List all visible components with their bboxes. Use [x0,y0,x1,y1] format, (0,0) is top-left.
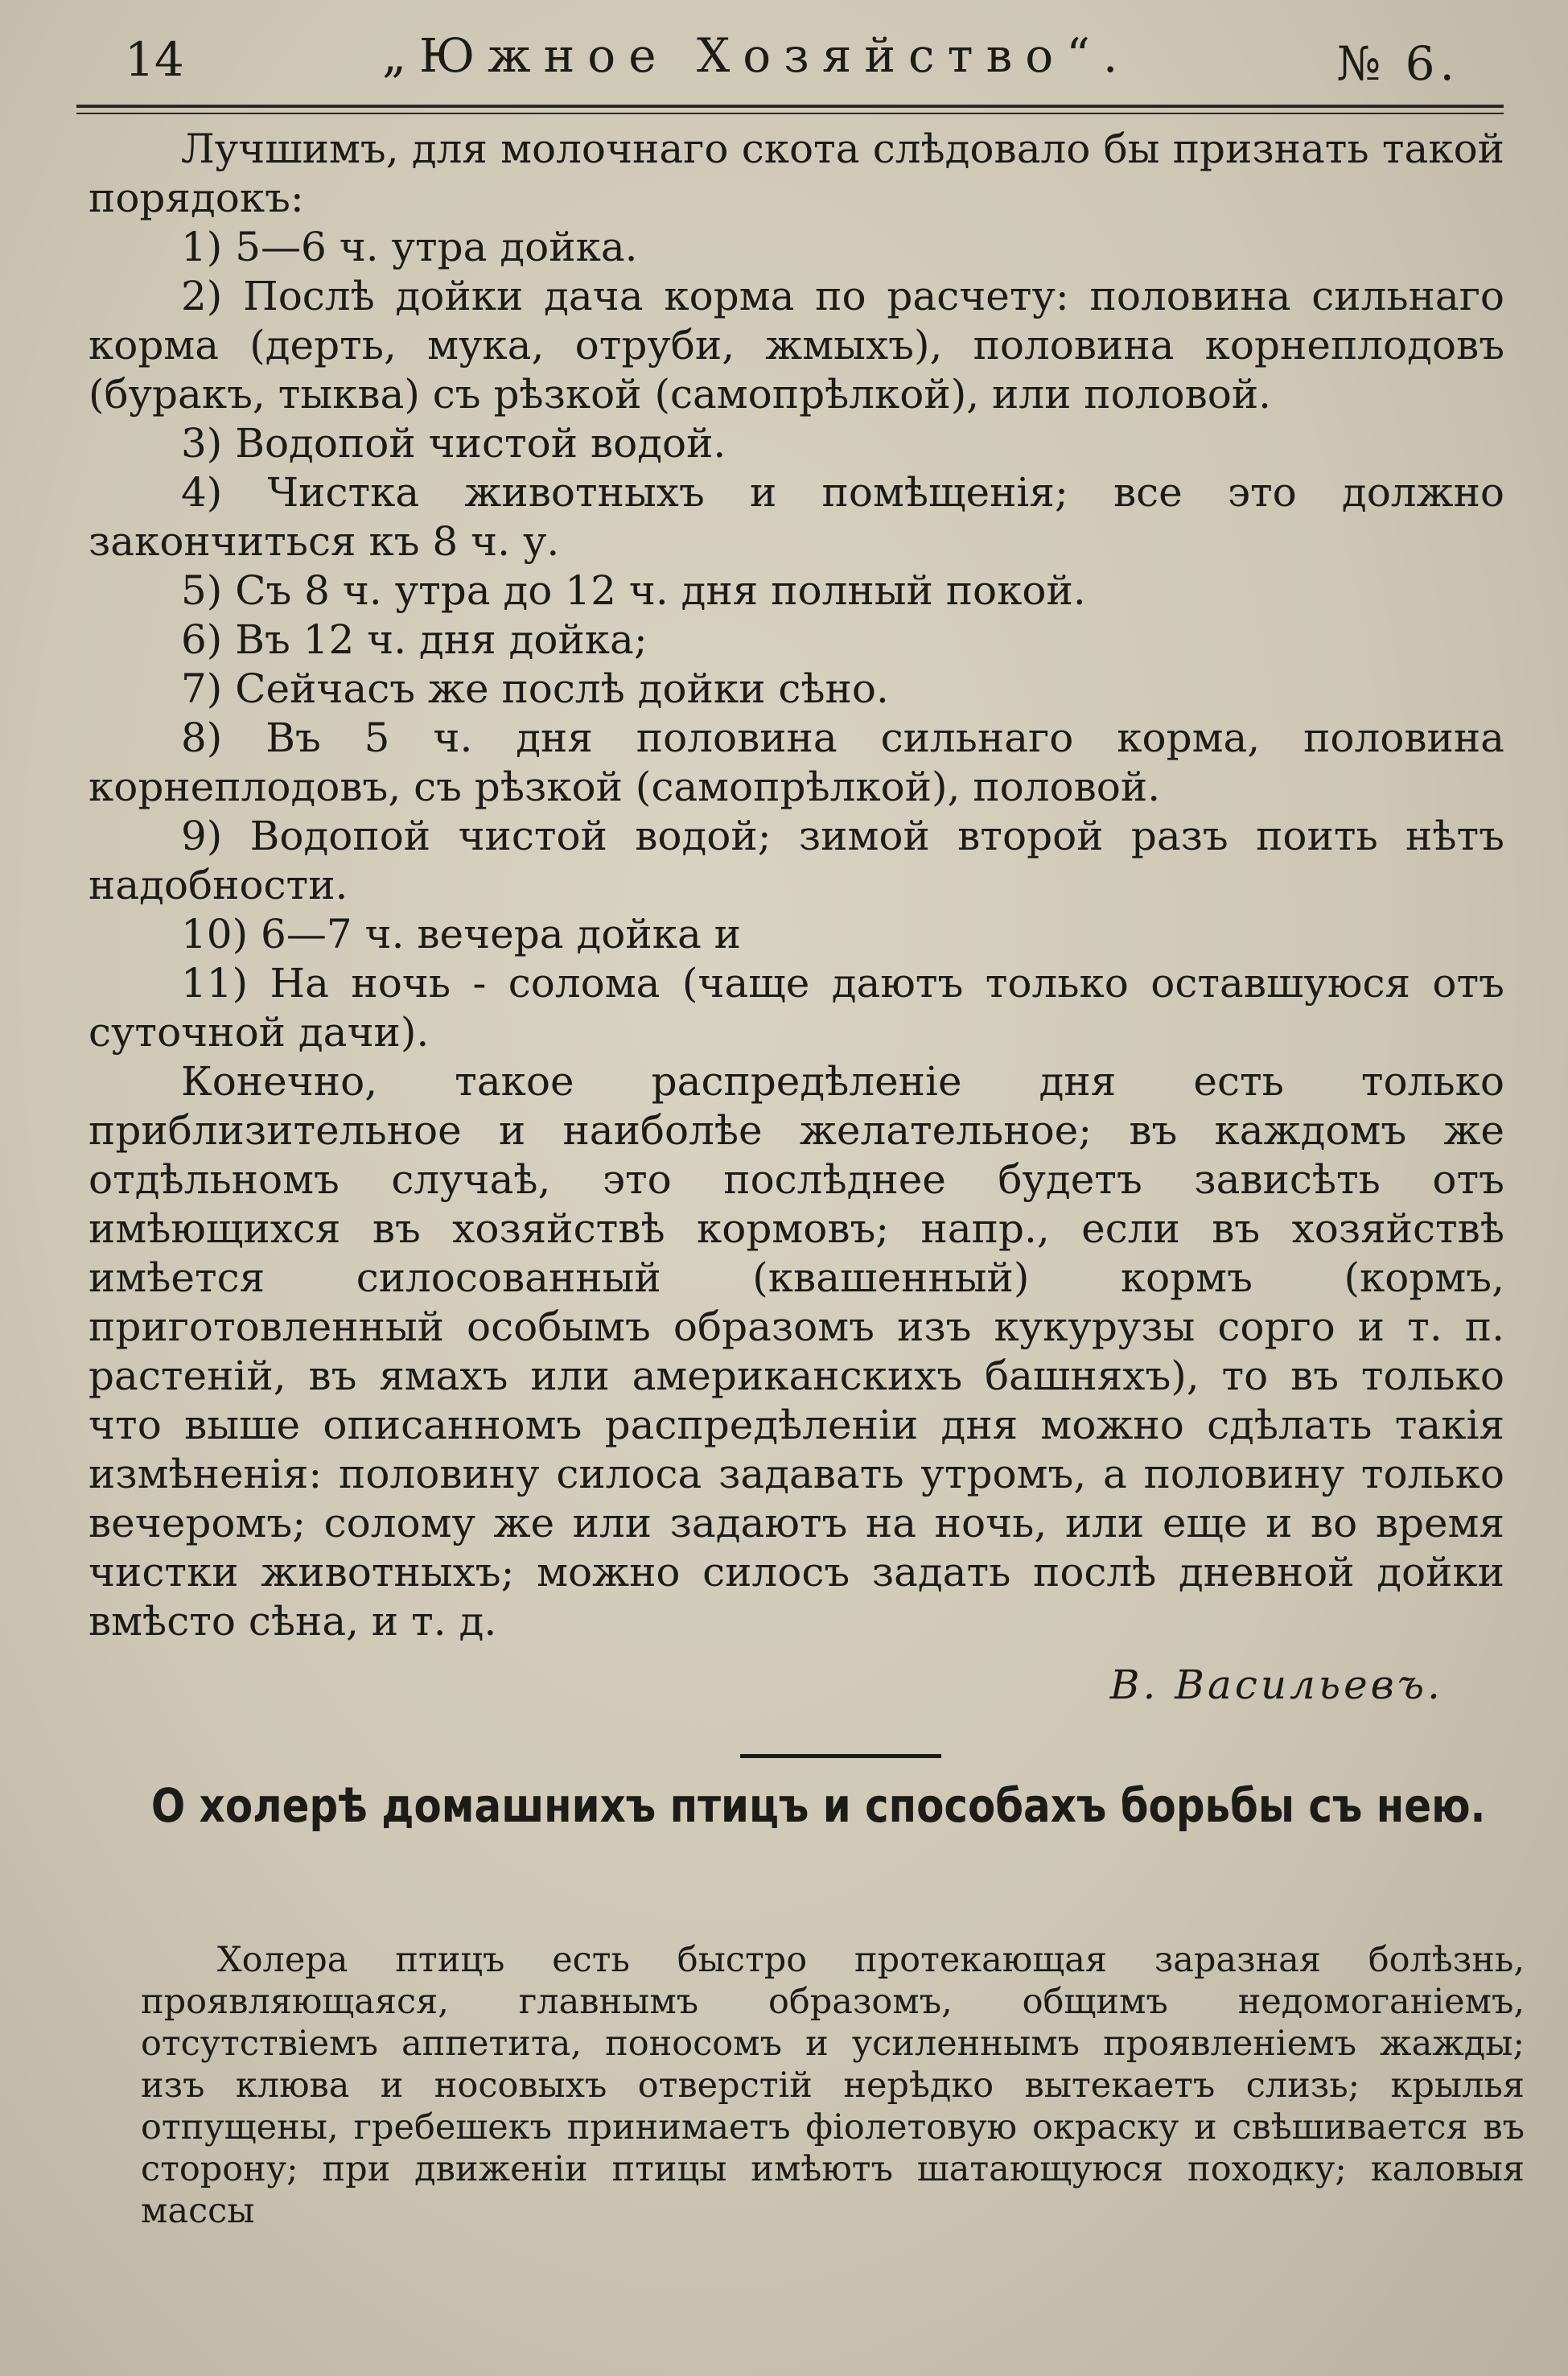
schedule-item-1: 1) 5—6 ч. утра дойка. [181,224,638,270]
article-paragraph: Холера птицъ есть быстро протекающая заразная болѣзнь, проявляющаяся, главнымъ образомъ, общимъ недомоганіемъ, отсутствіемъ аппетита, поносомъ и усиленнымъ проявленіемъ жажды; изъ клюва и носовыхъ отверстій нерѣдко вытекаетъ слизь; крылья отпущены, гребешекъ принимаетъ фіолетовую окраску и свѣшивается въ сторону; при движеніи птицы имѣютъ шатающуюся походку; каловыя массы [141,1940,1525,2231]
schedule-item-3: 3) Водопой чистой водой. [181,420,726,467]
journal-title: „Южное Хозяйство“. [382,28,1131,83]
author-signature: В. Васильевъ. [1109,1662,1443,1708]
issue-number: № 6. [1336,36,1459,91]
schedule-item-9: 9) Водопой чистой водой; зимой второй разъ поить нѣтъ надобности. [88,813,1504,908]
section-divider [740,1754,941,1758]
schedule-item-10: 10) 6—7 ч. вечера дойка и [181,911,741,957]
schedule-item-11: 11) На ночь - солома (чаще даютъ только оставшуюся отъ суточной дачи). [88,960,1504,1056]
schedule-item-8: 8) Въ 5 ч. дня половина сильнаго корма, половина корнеплодовъ, съ рѣзкой (самопрѣлкой), половой. [88,714,1504,810]
page-header [76,24,1504,101]
page-number: 14 [125,32,184,87]
schedule-item-6: 6) Въ 12 ч. дня дойка; [181,616,648,663]
schedule-item-4: 4) Чистка животныхъ и помѣщенія; все это должно закончиться къ 8 ч. у. [88,469,1504,565]
intro-paragraph: Лучшимъ, для молочнаго скота слѣдовало бы признать такой порядокъ: [88,126,1504,221]
header-rule-thin [76,113,1504,114]
article-title: О холерѣ домашнихъ птицъ и способахъ борьбы съ нею. [150,1778,1486,1833]
second-article-body [141,1939,1525,2232]
schedule-item-5: 5) Съ 8 ч. утра до 12 ч. дня полный покой. [181,567,1086,614]
conclusion-paragraph: Конечно, такое распредѣленіе дня есть только приблизительное и наиболѣе желательное; въ каждомъ же отдѣльномъ случаѣ, это послѣднее будетъ зависѣть отъ имѣющихся въ хозяйствѣ кормовъ; напр., если въ хозяйствѣ имѣется силосованный (квашенный) кормъ (кормъ, приготовленный особымъ образомъ изъ кукурузы сорго и т. п. растеній, въ ямахъ или американскихъ башняхъ), то въ только что выше описанномъ распредѣленіи дня можно сдѣлать такія измѣненія: половину силоса задавать утромъ, а половину только вечеромъ; солому же или задаютъ на ночь, или еще и во время чистки животныхъ; можно силосъ задать послѣ дневной дойки вмѣсто сѣна, и т. д. [88,1058,1504,1645]
main-article-body [88,125,1504,1646]
schedule-item-2: 2) Послѣ дойки дача корма по расчету: половина сильнаго корма (дерть, мука, отруби, жмыхъ), половина корнеплодовъ (буракъ, тыква) съ рѣзкой (самопрѣлкой), или половой. [88,273,1504,418]
schedule-item-7: 7) Сейчасъ же послѣ дойки сѣно. [181,665,889,712]
header-rule-thick [76,105,1504,108]
